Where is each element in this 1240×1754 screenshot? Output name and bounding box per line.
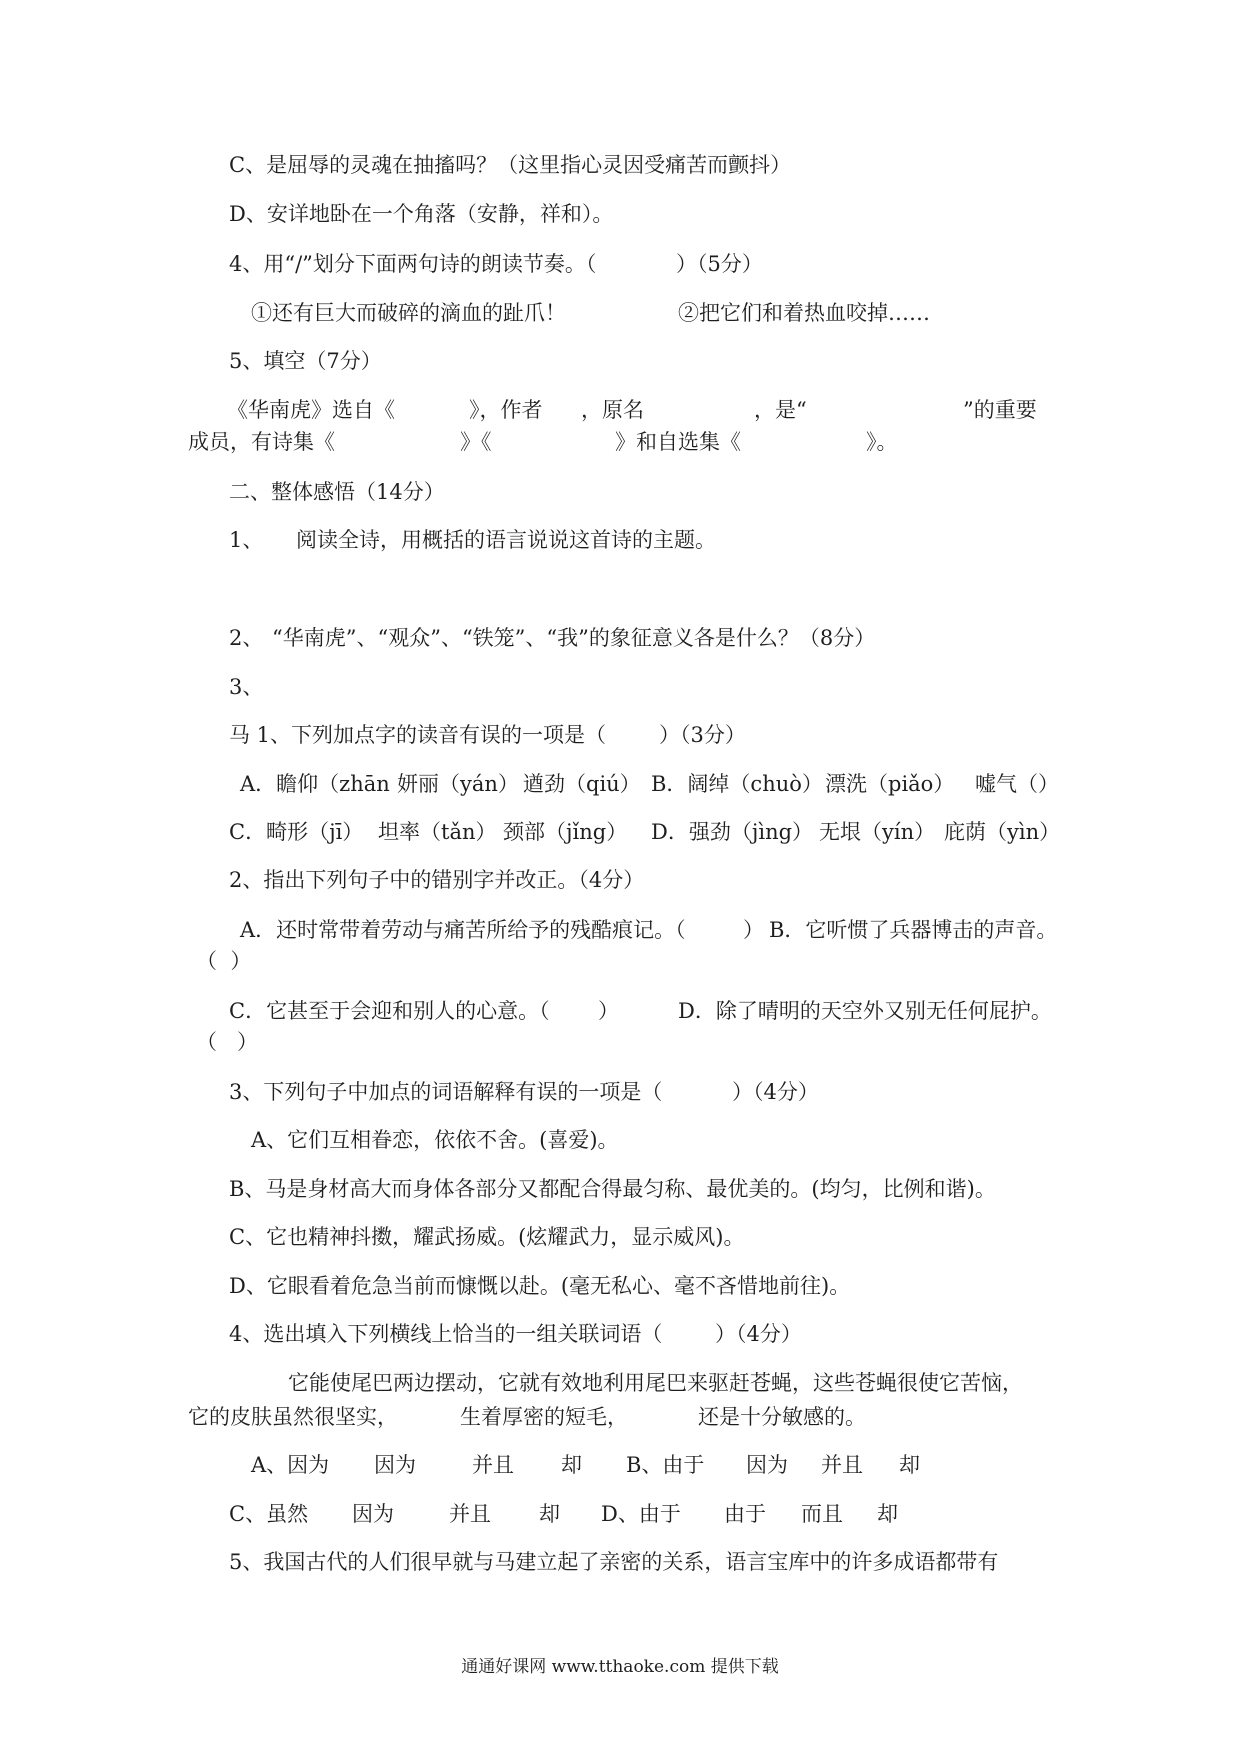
sentence-option-a: A．还时常带着劳动与痛苦所给予的残酷痕记。（ — [240, 918, 686, 942]
question-number: 1、 — [229, 528, 264, 552]
question-4-score: ）（5分） — [676, 252, 763, 276]
question-stem: 马 1、下列加点字的读音有误的一项是（ — [229, 723, 607, 747]
fill-blank-segment: 》《 — [460, 430, 492, 454]
fill-blank-segment: 》。 — [866, 430, 898, 454]
section-heading: 二、整体感悟（14分） — [229, 480, 445, 504]
question-number: 3、 — [229, 675, 264, 699]
conjunction-word: 并且 — [821, 1453, 863, 1477]
passage-text: 它的皮肤虽然很坚实， — [188, 1405, 398, 1429]
pinyin-option: B．阔绰（chuò） — [651, 772, 823, 796]
question-score: ）（3分） — [659, 723, 746, 747]
conjunction-word: 却 — [877, 1502, 898, 1526]
question-4-stem: 4、用“/”划分下面两句诗的朗读节奏。（ — [229, 252, 597, 276]
conjunction-word: 却 — [561, 1453, 582, 1477]
fill-blank-segment: 》和自选集《 — [615, 430, 741, 454]
poem-line-1: ①还有巨大而破碎的滴血的趾爪！ — [251, 301, 566, 325]
pinyin-option: 无垠（yín） — [819, 820, 936, 844]
conjunction-option: B、由于 — [626, 1453, 705, 1477]
fill-blank-segment: 《华南虎》选自《 — [227, 398, 395, 422]
passage-text: 它能使尾巴两边摆动，它就有效地利用尾巴来驱赶苍蝇，这些苍蝇很使它苦恼， — [288, 1371, 1023, 1395]
page-footer: 通通好课网 www.tthaoke.com 提供下载 — [461, 1657, 779, 1677]
sentence-option-d: D．除了晴明的天空外又别无任何屁护。 — [678, 999, 1052, 1023]
pinyin-option: 遒劲（qiú） — [523, 772, 641, 796]
conjunction-word: 却 — [539, 1502, 560, 1526]
conjunction-option: D、由于 — [601, 1502, 681, 1526]
pinyin-option: D．强劲（jìng） — [651, 820, 814, 844]
definition-option-c: C、它也精神抖擞，耀武扬威。(炫耀武力，显示威风)。 — [229, 1225, 745, 1249]
pinyin-option: 嘘气（） — [975, 772, 1059, 796]
fill-blank-segment: ，是“ — [754, 398, 807, 422]
poem-line-2: ②把它们和着热血咬掉…… — [678, 301, 930, 325]
passage-text: 生着厚密的短毛， — [460, 1405, 628, 1429]
passage-text: 还是十分敏感的。 — [698, 1405, 866, 1429]
fill-blank-segment: 成员，有诗集《 — [188, 430, 335, 454]
question-score: ）（4分） — [715, 1322, 802, 1346]
question-stem: 3、下列句子中加点的词语解释有误的一项是（ — [229, 1080, 663, 1104]
pinyin-option: 妍丽（yán） — [397, 772, 519, 796]
pinyin-option: 坦率（tǎn） — [378, 820, 497, 844]
pinyin-option: 庇荫（yìn） — [944, 820, 1061, 844]
conjunction-word: 并且 — [472, 1453, 514, 1477]
pinyin-option: 漂洗（piǎo） — [825, 772, 955, 796]
definition-option-d: D、它眼看着危急当前而慷慨以赴。(毫无私心、毫不吝惜地前往)。 — [229, 1274, 851, 1298]
question-text: “华南虎”、“观众”、“铁笼”、“我”的象征意义各是什么？（8分） — [272, 626, 876, 650]
fill-blank-segment: 》，作者 — [469, 398, 543, 422]
question-text: 阅读全诗，用概括的语言说说这首诗的主题。 — [296, 528, 716, 552]
conjunction-word: 因为 — [374, 1453, 416, 1477]
conjunction-word: 而且 — [801, 1502, 843, 1526]
definition-option-a: A、它们互相眷恋，依依不舍。(喜爱)。 — [251, 1128, 619, 1152]
question-5-title: 5、填空（7分） — [229, 349, 382, 373]
question-score: ）（4分） — [732, 1080, 819, 1104]
conjunction-option: C、虽然 — [229, 1502, 309, 1526]
sentence-option-b: B．它听惯了兵器博击的声音。 — [769, 918, 1058, 942]
option-d: D、安详地卧在一个角落（安静，祥和）。 — [229, 202, 614, 226]
conjunction-word: 由于 — [724, 1502, 766, 1526]
fill-blank-segment: ，原名 — [581, 398, 644, 422]
answer-blank-close: ） — [743, 918, 764, 942]
pinyin-option: 颈部（jǐng） — [503, 820, 628, 844]
answer-blank: （ ） — [196, 949, 252, 973]
sentence-option-c: C．它甚至于会迎和别人的心意。（ — [229, 999, 550, 1023]
question-stem: 4、选出填入下列横线上恰当的一组关联词语（ — [229, 1322, 663, 1346]
conjunction-word: 因为 — [352, 1502, 394, 1526]
answer-blank: （ ） — [196, 1030, 259, 1054]
pinyin-option: C．畸形（jī） — [229, 820, 364, 844]
option-c: C、是屈辱的灵魂在抽搐吗？（这里指心灵因受痛苦而颤抖） — [229, 153, 792, 177]
question-stem: 5、我国古代的人们很早就与马建立起了亲密的关系，语言宝库中的许多成语都带有 — [229, 1550, 999, 1574]
conjunction-word: 却 — [899, 1453, 920, 1477]
fill-blank-segment: ”的重要 — [963, 398, 1037, 422]
pinyin-option: A．瞻仰（zhān — [240, 772, 390, 796]
definition-option-b: B、马是身材高大而身体各部分又都配合得最匀称、最优美的。(均匀，比例和谐)。 — [229, 1177, 996, 1201]
conjunction-word: 因为 — [746, 1453, 788, 1477]
conjunction-option: A、因为 — [251, 1453, 330, 1477]
conjunction-word: 并且 — [449, 1502, 491, 1526]
question-stem: 2、指出下列句子中的错别字并改正。（4分） — [229, 868, 645, 892]
answer-blank-close: ） — [598, 999, 619, 1023]
question-number: 2、 — [229, 626, 264, 650]
